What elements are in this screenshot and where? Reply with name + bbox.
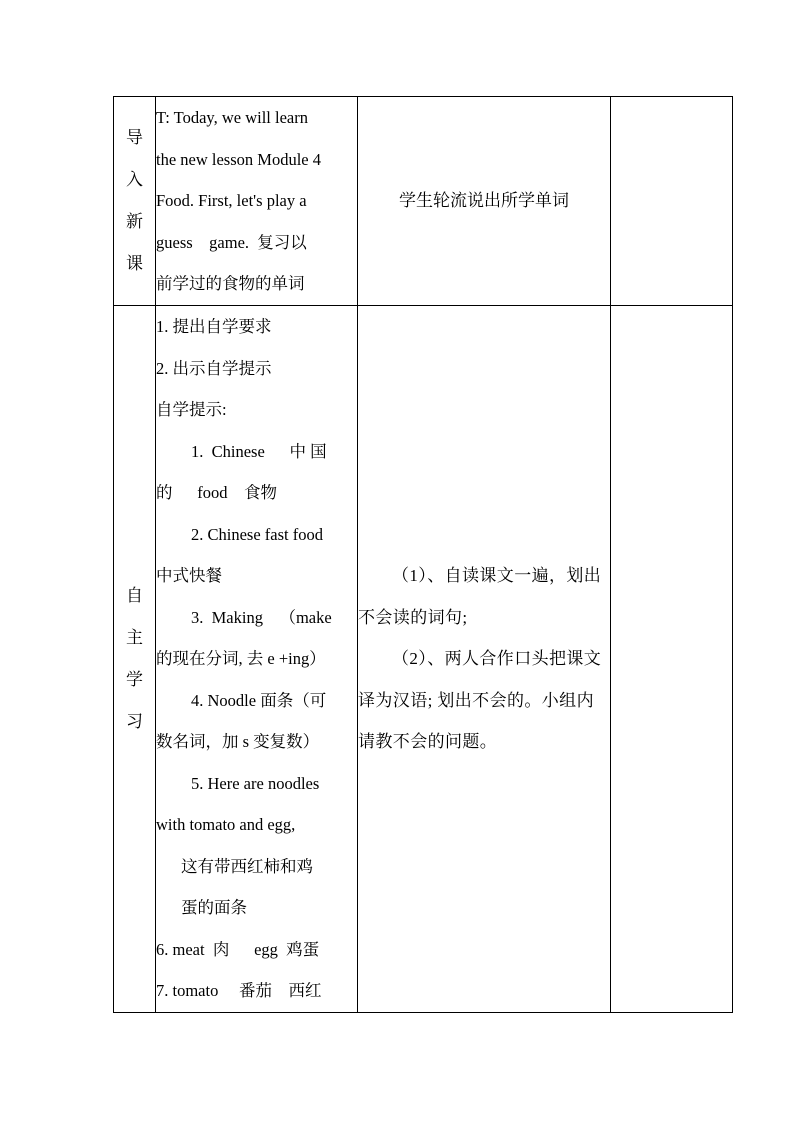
teacher-line: Food. First, let's play a — [156, 191, 307, 210]
stage-char: 自 — [126, 586, 143, 605]
teacher-line: 这有带西红柿和鸡 — [181, 856, 313, 876]
student-activity-text: 学生轮流说出所学单词 — [399, 191, 569, 210]
teacher-activity-cell — [156, 306, 358, 1013]
student-activity-cell — [358, 97, 611, 306]
student-activity-cell — [358, 306, 611, 1013]
teacher-line: guess game. 复习以 — [156, 232, 307, 252]
teacher-line: 2. Chinese fast food — [191, 524, 323, 544]
student-activity-paragraph: （1）、自读课文一遍，划出不会读的词句; — [358, 566, 602, 627]
lesson-plan-table — [113, 96, 733, 1013]
stage-char: 课 — [126, 254, 143, 273]
stage-char: 习 — [126, 712, 143, 731]
stage-char: 入 — [126, 170, 143, 189]
teacher-activity-cell — [156, 97, 358, 306]
teacher-line: 的现在分词, 去 e +ing） — [156, 649, 326, 668]
teacher-line: 数名词，加 s 变复数） — [156, 732, 320, 751]
teacher-line: 3. Making （make — [191, 607, 332, 627]
teacher-line: 的 food 食物 — [156, 483, 277, 502]
teacher-line: T: Today, we will learn — [156, 108, 308, 127]
teacher-line: with tomato and egg, — [156, 815, 296, 834]
stage-char: 学 — [126, 670, 143, 689]
table-row-introduction — [114, 97, 733, 306]
stage-char: 导 — [126, 128, 143, 147]
table-row-self-study — [114, 306, 733, 1013]
stage-cell-self-study — [114, 306, 156, 1013]
teacher-line: 1. Chinese 中 国 — [191, 441, 327, 461]
teacher-line: the new lesson Module 4 — [156, 149, 321, 169]
teacher-line: 7. tomato 番茄 西红 — [156, 981, 322, 1000]
stage-cell-introduction — [114, 97, 156, 306]
teacher-line: 6. meat 肉 egg 鸡蛋 — [156, 939, 320, 959]
teacher-line: 5. Here are noodles — [191, 773, 320, 793]
student-activity-paragraph: （2）、两人合作口头把课文译为汉语; 划出不会的。小组内请教不会的问题。 — [358, 649, 602, 752]
teacher-line: 蛋的面条 — [181, 898, 247, 917]
teacher-line: 中式快餐 — [156, 566, 222, 585]
teacher-line: 2. 出示自学提示 — [156, 358, 272, 378]
notes-cell — [611, 97, 733, 306]
teacher-line: 1. 提出自学要求 — [156, 317, 272, 336]
stage-char: 主 — [126, 628, 143, 647]
teacher-line: 4. Noodle 面条（可 — [191, 690, 327, 710]
notes-cell — [611, 306, 733, 1013]
stage-char: 新 — [126, 212, 143, 231]
teacher-line: 前学过的食物的单词 — [156, 274, 305, 293]
teacher-line: 自学提示: — [156, 400, 227, 419]
